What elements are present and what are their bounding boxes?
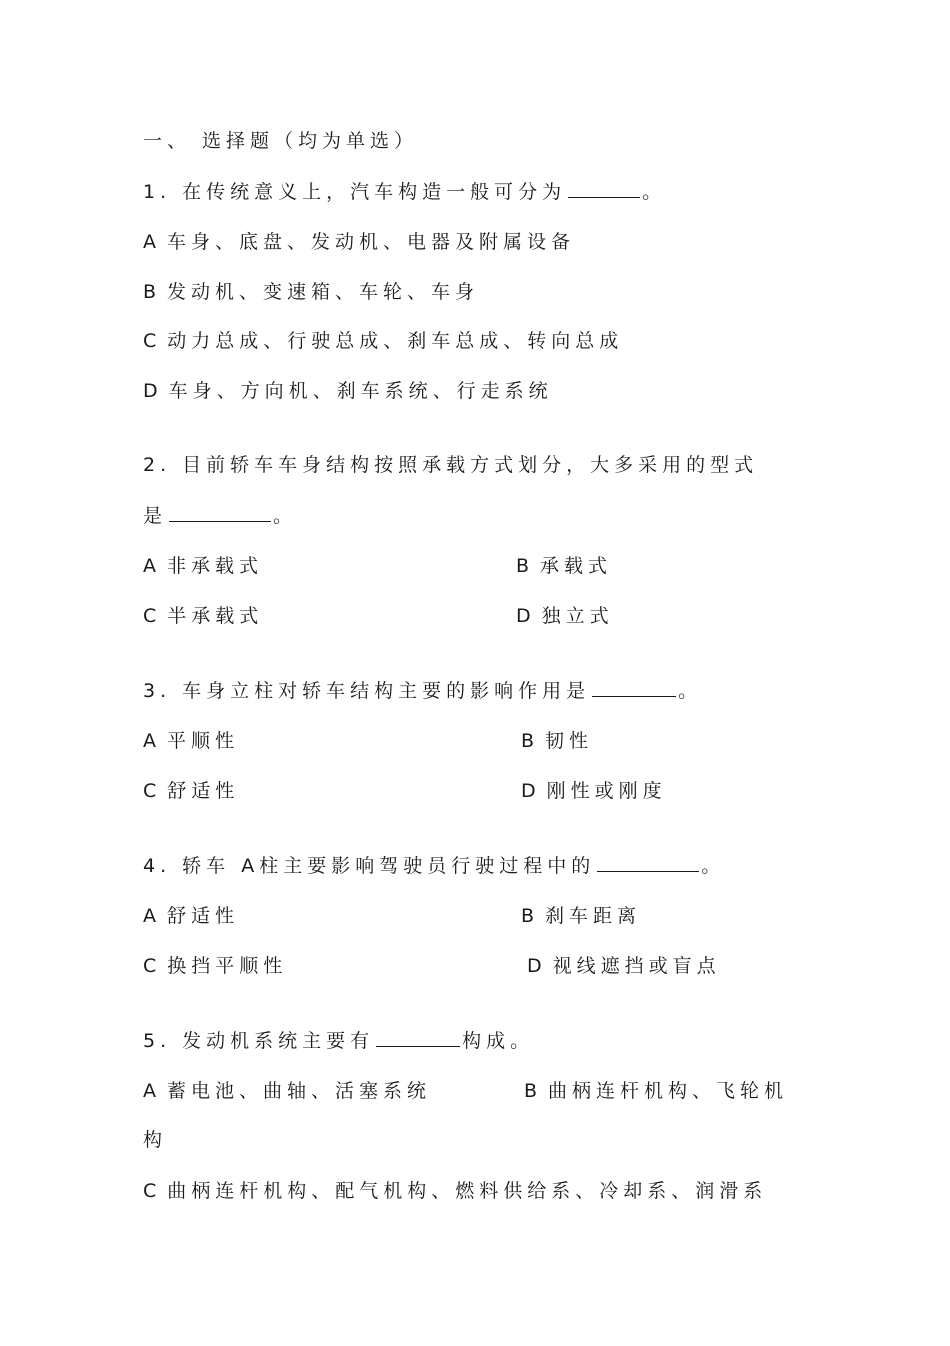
question-1-option-b xyxy=(143,280,479,304)
question-5-stem xyxy=(143,1029,534,1053)
option-letter: D xyxy=(516,605,536,627)
option-text: 车身、底盘、发动机、电器及附属设备 xyxy=(167,231,576,253)
question-3-option-c xyxy=(143,779,239,803)
option-letter: D xyxy=(143,380,163,402)
option-text: 舒适性 xyxy=(167,780,240,802)
answer-blank xyxy=(597,854,699,872)
option-text: 动力总成、行驶总成、刹车总成、转向总成 xyxy=(167,330,624,352)
option-letter: B xyxy=(521,905,540,927)
question-4-option-d xyxy=(527,954,721,978)
question-3-option-a xyxy=(143,729,239,753)
question-5-option-b xyxy=(524,1079,788,1103)
option-letter: A xyxy=(143,730,161,752)
option-letter: B xyxy=(521,730,540,752)
option-letter: D xyxy=(521,780,541,802)
question-4-stem-text: 4. 轿车 A柱主要影响驾驶员行驶过程中的 xyxy=(143,855,596,877)
question-3-option-b xyxy=(521,729,593,753)
question-2-stem-cont xyxy=(143,504,297,528)
question-1-option-c xyxy=(143,329,623,353)
question-1-stem-text: 1. 在传统意义上，汽车构造一般可分为 xyxy=(143,181,567,203)
option-text: 刹车距离 xyxy=(545,905,642,927)
option-text: 平顺性 xyxy=(167,730,240,752)
question-1-option-a xyxy=(143,230,575,254)
option-letter: C xyxy=(143,955,162,977)
option-letter: C xyxy=(143,1180,162,1202)
option-letter: C xyxy=(143,780,162,802)
question-5-option-a xyxy=(143,1079,431,1103)
question-5-stem-end: 构成。 xyxy=(462,1030,535,1052)
question-4-option-c xyxy=(143,954,287,978)
option-text: 舒适性 xyxy=(167,905,240,927)
answer-blank xyxy=(568,180,640,198)
question-4-option-a xyxy=(143,904,239,928)
question-2-option-b xyxy=(516,554,612,578)
option-letter: A xyxy=(143,231,161,253)
option-text: 非承载式 xyxy=(167,555,264,577)
option-letter: B xyxy=(143,281,162,303)
option-text: 发动机、变速箱、车轮、车身 xyxy=(167,281,480,303)
question-2-option-d xyxy=(516,604,614,628)
question-3-stem xyxy=(143,679,702,703)
option-text: 曲柄连杆机构、配气机构、燃料供给系、冷却系、润滑系 xyxy=(167,1180,768,1202)
option-text: 刚性或刚度 xyxy=(546,780,667,802)
section-title: 一、 选择题（均为单选） xyxy=(143,130,419,152)
option-letter: A xyxy=(143,905,161,927)
option-letter: B xyxy=(516,555,535,577)
answer-blank xyxy=(376,1029,460,1047)
option-text: 承载式 xyxy=(540,555,613,577)
option-letter: A xyxy=(143,555,161,577)
option-text: 半承载式 xyxy=(167,605,264,627)
option-text: 视线遮挡或盲点 xyxy=(552,955,721,977)
option-text: 换挡平顺性 xyxy=(167,955,288,977)
question-2-option-c xyxy=(143,604,263,628)
option-text: 车身、方向机、刹车系统、行走系统 xyxy=(168,380,553,402)
question-4-option-b xyxy=(521,904,641,928)
question-2-option-a xyxy=(143,554,263,578)
question-1-stem xyxy=(143,180,666,204)
option-letter: A xyxy=(143,1080,161,1102)
option-letter: B xyxy=(524,1080,543,1102)
question-1-stem-end: 。 xyxy=(642,181,667,203)
question-5-stem-text: 5. 发动机系统主要有 xyxy=(143,1030,375,1052)
question-2-stem-end: 。 xyxy=(273,505,298,527)
option-letter: D xyxy=(527,955,547,977)
question-3-option-d xyxy=(521,779,667,803)
question-3-stem-text: 3. 车身立柱对轿车结构主要的影响作用是 xyxy=(143,680,591,702)
question-2-stem-text: 是 xyxy=(143,505,168,527)
option-text: 蓄电池、曲轴、活塞系统 xyxy=(167,1080,432,1102)
question-2-stem: 2. 目前轿车车身结构按照承载方式划分，大多采用的型式 xyxy=(143,454,759,476)
question-1-option-d xyxy=(143,379,553,403)
answer-blank xyxy=(592,679,676,697)
question-4-stem-end: 。 xyxy=(701,855,726,877)
option-text: 独立式 xyxy=(541,605,614,627)
question-3-stem-end: 。 xyxy=(678,680,703,702)
answer-blank xyxy=(169,504,271,522)
question-5-option-b-cont: 构 xyxy=(143,1129,168,1151)
option-text: 韧性 xyxy=(545,730,594,752)
option-letter: C xyxy=(143,330,162,352)
option-text: 曲柄连杆机构、飞轮机 xyxy=(548,1080,789,1102)
question-4-stem xyxy=(143,854,725,878)
question-5-option-c xyxy=(143,1179,767,1203)
option-letter: C xyxy=(143,605,162,627)
